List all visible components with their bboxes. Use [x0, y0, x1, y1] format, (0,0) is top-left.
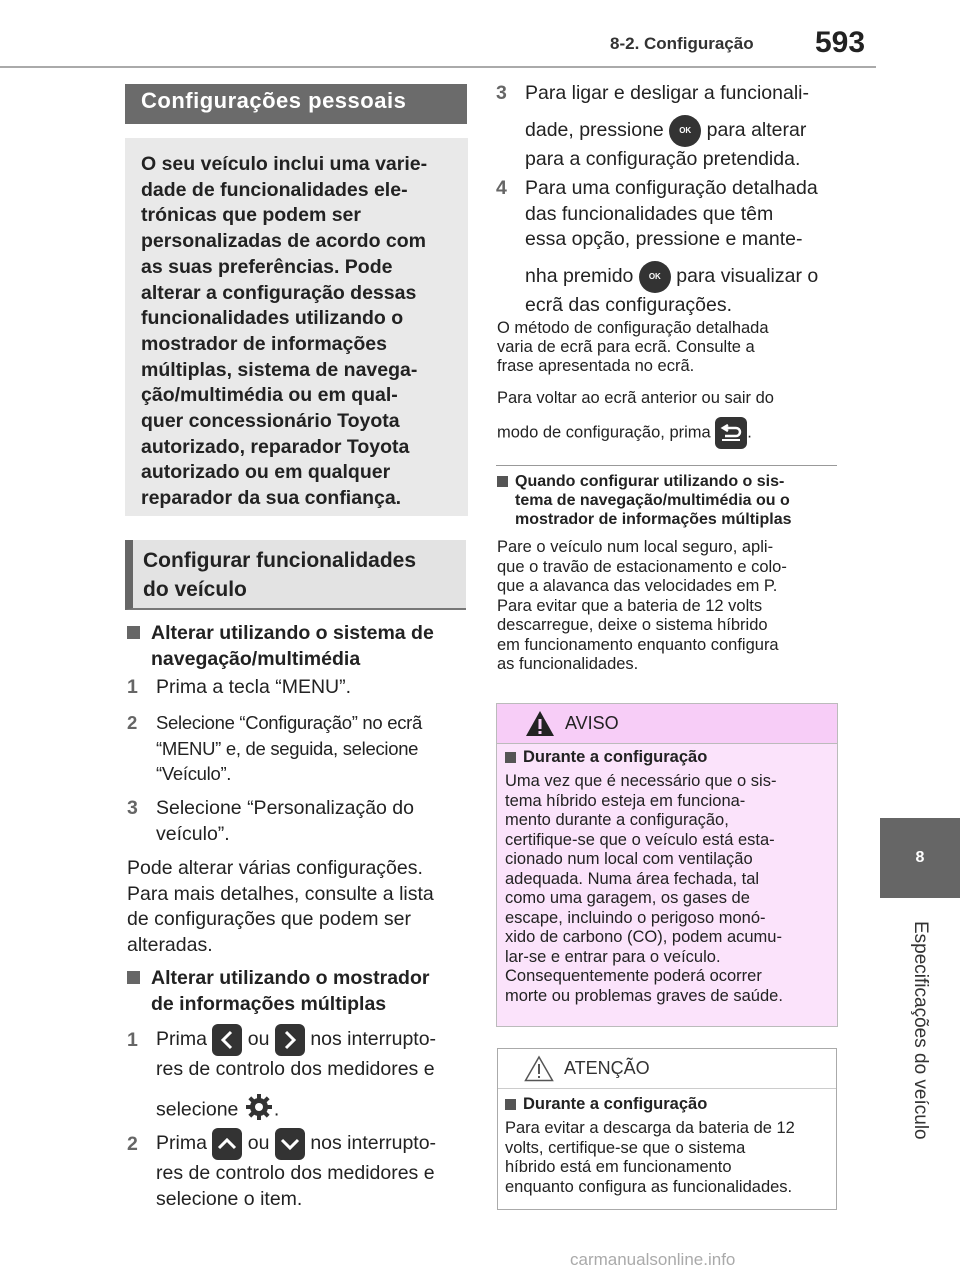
nav-heading: Alterar utilizando o sistema de navegação/multimédia — [127, 620, 491, 672]
warning-triangle-icon — [525, 710, 555, 742]
intro-line: O seu veículo inclui uma varie- — [141, 153, 428, 175]
step-3: 3 Para ligar e desligar a funcionali- dade, pressione OK para alterar para a configuração pretendida. — [496, 82, 809, 170]
caution-subtitle: Durante a configuração — [505, 1095, 707, 1114]
intro-line: alterar a configuração dessas — [141, 281, 417, 304]
section-title: 8-2. Configuração — [610, 34, 754, 53]
when-configuring-body: Pare o veículo num local seguro, apli- que o travão de estacionamento e colo- que a alavanca das velocidades em P. Para evitar que a bateria de 12 volts descarregue, deixe o sistema híbrido em funcionamento enquanto configura as funcionalidades. — [497, 538, 787, 673]
chevron-down-icon — [275, 1128, 305, 1160]
note-detailed-method: O método de configuração detalhada varia de ecrã para ecrã. Consulte a frase apresentada no ecrã. — [497, 319, 769, 375]
chapter-number: 8 — [915, 849, 925, 866]
vehicle-settings-title: Configurar funcionalidades do veículo — [125, 540, 466, 610]
chapter-tab — [880, 818, 960, 898]
warning-body — [497, 744, 837, 1026]
header-divider — [0, 66, 876, 68]
square-bullet-icon — [127, 626, 140, 639]
chapter-label: Especificações do veículo — [910, 920, 931, 1140]
ok-button-icon: OK — [639, 261, 671, 293]
intro-line: mostrador de informações — [141, 332, 387, 355]
warning-subtitle: Durante a configuração — [505, 748, 707, 767]
mid-heading: Alterar utilizando o mostrador de informações múltiplas — [127, 965, 491, 1017]
square-bullet-icon — [127, 971, 140, 984]
caution-triangle-icon — [524, 1055, 554, 1087]
intro-line: quer concessionário Toyota — [141, 410, 400, 433]
nav-step-1: 1 Prima a tecla “MENU”. — [127, 676, 352, 698]
caution-label: ATENÇÃO — [564, 1058, 650, 1078]
intro-line: dade de funcionalidades ele- — [141, 178, 408, 201]
intro-line: as suas preferências. Pode — [141, 255, 393, 278]
mid-step-2: 2 Prima ou nos interrupto- res de controlo dos medidores e selecione o item. — [127, 1128, 496, 1212]
intro-line: múltiplas, sistema de navega- — [141, 358, 418, 381]
warning-text: Uma vez que é necessário que o sis- tema híbrido esteja em funciona- mento durante a configuração, certifique-se que o veículo está esta- cionado num local com ventilação adequada. Numa área fechada, tal como uma garagem, os gases de escape, incluindo o perigoso monó- xido de carbono (CO), podem acumu- lar-se e entrar para o veículo. Consequentemente poderá ocorrer morte ou problemas graves de saúde. — [505, 772, 783, 1005]
watermark: carmanualsonline.info — [570, 1250, 736, 1269]
warning-label: AVISO — [565, 713, 619, 733]
intro-box — [125, 138, 468, 516]
square-bullet-icon — [505, 1099, 516, 1110]
settings-paragraph: Pode alterar várias configurações. Para mais detalhes, consulte a lista de configurações que podem ser alteradas. — [127, 857, 434, 956]
intro-line: personalizadas de acordo com — [141, 230, 427, 253]
caution-text: Para evitar a descarga da bateria de 12 volts, certifique-se que o sistema híbrido está em funcionamento enquanto configura as funcionalidades. — [505, 1119, 795, 1196]
chevron-right-icon — [275, 1024, 305, 1056]
nav-step-3: 3 Selecione “Personalização do veículo”. — [127, 797, 414, 845]
step-4: 4 Para uma configuração detalhada das funcionalidades que têm essa opção, pressione e mante- nha premido OK para visualizar o ecrã das configurações. — [496, 177, 819, 316]
intro-line: autorizado, reparador Toyota — [141, 435, 410, 458]
warning-header — [497, 704, 837, 744]
intro-line: trónicas que podem ser — [141, 204, 361, 227]
nav-step-2: 2 Selecione “Configuração” no ecrã “MENU” e, de seguida, selecione “Veículo”. — [127, 712, 423, 784]
intro-line: reparador da sua confiança. — [141, 487, 402, 510]
square-bullet-icon — [497, 476, 508, 487]
square-bullet-icon — [505, 752, 516, 763]
caution-header — [498, 1049, 836, 1089]
intro-line: autorizado ou em qualquer — [141, 461, 391, 484]
intro-line: ção/multimédia ou em qual- — [141, 384, 398, 407]
ok-button-icon: OK — [669, 115, 701, 147]
when-configuring-title: Quando configurar utilizando o sis- tema de navegação/multimédia ou o mostrador de informações múltiplas — [497, 472, 860, 529]
mid-step-1: 1 Prima ou nos interrupto- res de controlo dos medidores e selecione . — [127, 1024, 496, 1129]
gear-icon — [244, 1092, 274, 1129]
chevron-up-icon — [212, 1128, 242, 1160]
note-return: Para voltar ao ecrã anterior ou sair do modo de configuração, prima . — [497, 389, 842, 449]
intro-line: funcionalidades utilizando o — [141, 307, 404, 330]
chevron-left-icon — [212, 1024, 242, 1056]
section-divider — [496, 465, 837, 466]
personal-settings-title: Configurações pessoais — [125, 84, 467, 124]
back-arrow-icon — [715, 417, 747, 449]
page-number: 593 — [815, 26, 866, 59]
